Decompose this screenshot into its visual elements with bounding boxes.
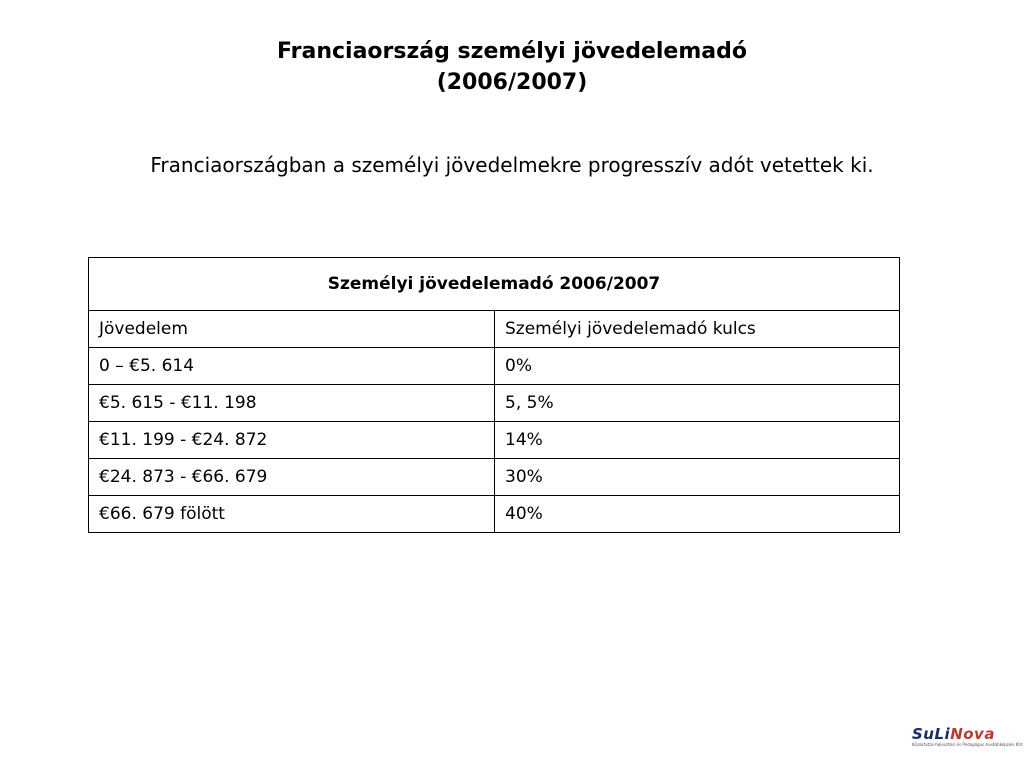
table-row	[89, 385, 900, 422]
logo-tagline: Közoktatás-fejlesztési és Pedagógus-továbbképzési Kht.	[912, 742, 1024, 747]
rate-cell: 40%	[495, 496, 900, 533]
table-row	[89, 422, 900, 459]
rate-cell: 5, 5%	[495, 385, 900, 422]
logo-wordmark	[912, 726, 998, 742]
table-caption: Személyi jövedelemadó 2006/2007	[89, 258, 900, 311]
income-cell: €24. 873 - €66. 679	[89, 459, 495, 496]
income-tax-table	[88, 257, 900, 533]
table-row	[89, 348, 900, 385]
slide-title-line-2: (2006/2007)	[436, 70, 588, 95]
table-caption-row	[89, 258, 900, 311]
logo-wordmark-part-2: Nova	[950, 725, 995, 743]
sulinova-logo	[912, 725, 1024, 756]
header-income: Jövedelem	[89, 311, 495, 348]
rate-cell: 0%	[495, 348, 900, 385]
table-header-row	[89, 311, 900, 348]
income-cell: 0 – €5. 614	[89, 348, 495, 385]
income-cell: €66. 679 fölött	[89, 496, 495, 533]
slide-title	[0, 36, 1024, 98]
income-cell: €5. 615 - €11. 198	[89, 385, 495, 422]
header-tax-rate: Személyi jövedelemadó kulcs	[495, 311, 900, 348]
income-cell: €11. 199 - €24. 872	[89, 422, 495, 459]
slide-title-line-1: Franciaország személyi jövedelemadó	[277, 39, 747, 64]
table-row	[89, 459, 900, 496]
logo-wordmark-part-1: SuLi	[912, 725, 951, 743]
table-row	[89, 496, 900, 533]
rate-cell: 14%	[495, 422, 900, 459]
intro-text: Franciaországban a személyi jövedelmekre progresszív adót vetettek ki.	[150, 153, 874, 177]
rate-cell: 30%	[495, 459, 900, 496]
